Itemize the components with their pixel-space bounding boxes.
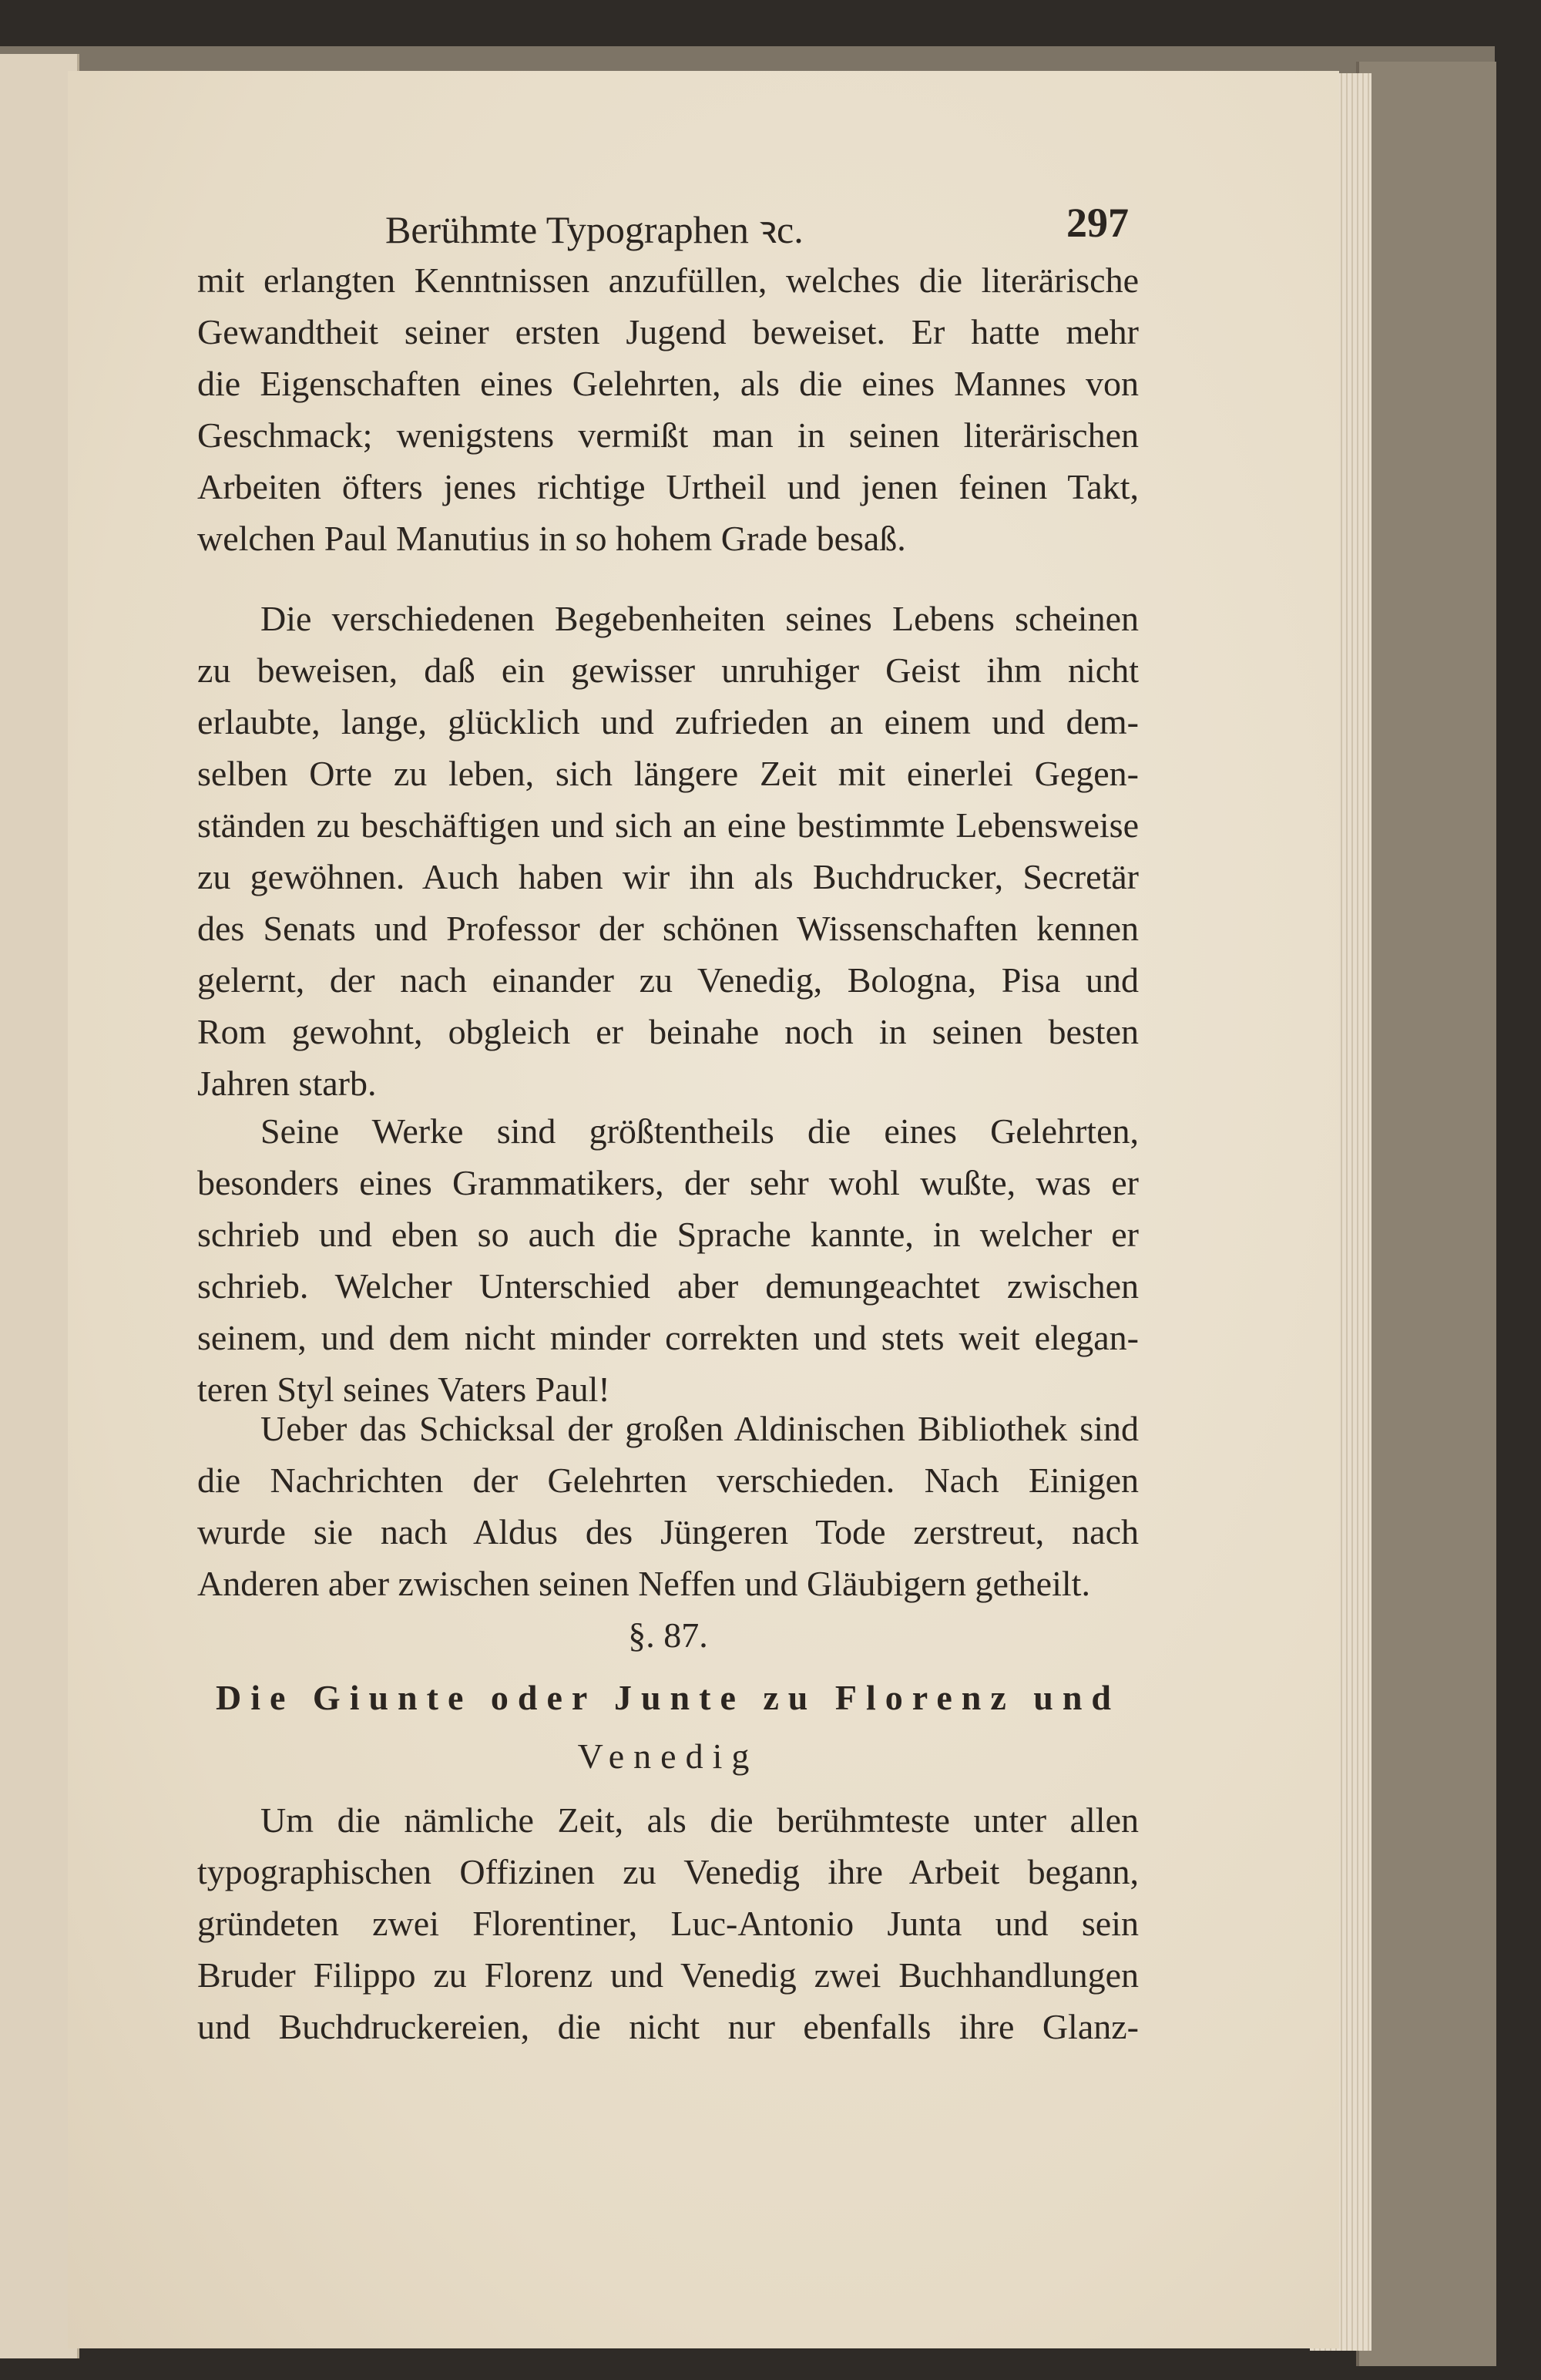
- text-line: typographischen Offizinen zu Venedig ihre Arbeit begann,: [197, 1852, 1139, 1891]
- text-line: Gewandtheit seiner ersten Jugend beweiset. Er hatte mehr: [197, 312, 1139, 351]
- text-line: mit erlangten Kenntnissen anzufüllen, welches die literärische: [197, 261, 1139, 300]
- text-line: Bruder Filippo zu Florenz und Venedig zwei Buchhandlungen: [197, 1955, 1139, 1995]
- book-cover-edge: [1356, 62, 1496, 2366]
- text-line: teren Styl seines Vaters Paul!: [197, 1370, 610, 1409]
- text-line: wurde sie nach Aldus des Jüngeren Tode zerstreut, nach: [197, 1512, 1139, 1551]
- text-line: welchen Paul Manutius in so hohem Grade besaß.: [197, 519, 906, 558]
- text-line: die Nachrichten der Gelehrten verschieden. Nach Einigen: [197, 1461, 1139, 1500]
- text-line: Die verschiedenen Begebenheiten seines Lebens scheinen: [260, 599, 1139, 638]
- text-line: des Senats und Professor der schönen Wissenschaften kennen: [197, 909, 1139, 948]
- page-number: 297: [1066, 200, 1129, 246]
- section-title-line-1: Die Giunte oder Junte zu Florenz und: [216, 1678, 1120, 1717]
- text-line: schrieb und eben so auch die Sprache kannte, in welcher er: [197, 1215, 1139, 1254]
- text-line: Rom gewohnt, obgleich er beinahe noch in seinen besten: [197, 1012, 1139, 1051]
- text-line: und Buchdruckereien, die nicht nur ebenfalls ihre Glanz-: [197, 2007, 1139, 2046]
- text-line: Anderen aber zwischen seinen Neffen und Gläubigern getheilt.: [197, 1564, 1090, 1603]
- text-line: zu beweisen, daß ein gewisser unruhiger Geist ihm nicht: [197, 650, 1139, 690]
- text-line: Geschmack; wenigstens vermißt man in seinen literärischen: [197, 415, 1139, 455]
- section-title-line-2: Venedig: [577, 1736, 759, 1776]
- text-line: Um die nämliche Zeit, als die berühmteste unter allen: [260, 1800, 1139, 1840]
- text-line: gründeten zwei Florentiner, Luc-Antonio Junta und sein: [197, 1904, 1139, 1943]
- text-line: Jahren starb.: [197, 1064, 377, 1103]
- text-line: gelernt, der nach einander zu Venedig, Bologna, Pisa und: [197, 960, 1139, 1000]
- text-line: Seine Werke sind größtentheils die eines Gelehrten,: [260, 1111, 1139, 1151]
- text-line: selben Orte zu leben, sich längere Zeit mit einerlei Gegen-: [197, 754, 1139, 793]
- text-line: zu gewöhnen. Auch haben wir ihn als Buchdrucker, Secretär: [197, 857, 1139, 896]
- text-line: seinem, und dem nicht minder correkten und stets weit elegan-: [197, 1318, 1139, 1357]
- text-line: Arbeiten öfters jenes richtige Urtheil und jenen feinen Takt,: [197, 467, 1139, 506]
- section-number: §. 87.: [628, 1615, 708, 1655]
- running-title: Berühmte Typographen ꝛc.: [385, 208, 804, 251]
- text-line: schrieb. Welcher Unterschied aber demungeachtet zwischen: [197, 1266, 1139, 1306]
- text-line: die Eigenschaften eines Gelehrten, als die eines Mannes von: [197, 364, 1139, 403]
- text-line: ständen zu beschäftigen und sich an eine bestimmte Lebensweise: [197, 805, 1139, 845]
- text-line: erlaubte, lange, glücklich und zufrieden an einem und dem-: [197, 702, 1139, 741]
- text-line: besonders eines Grammatikers, der sehr wohl wußte, was er: [197, 1163, 1139, 1202]
- text-line: Ueber das Schicksal der großen Aldinischen Bibliothek sind: [260, 1409, 1139, 1448]
